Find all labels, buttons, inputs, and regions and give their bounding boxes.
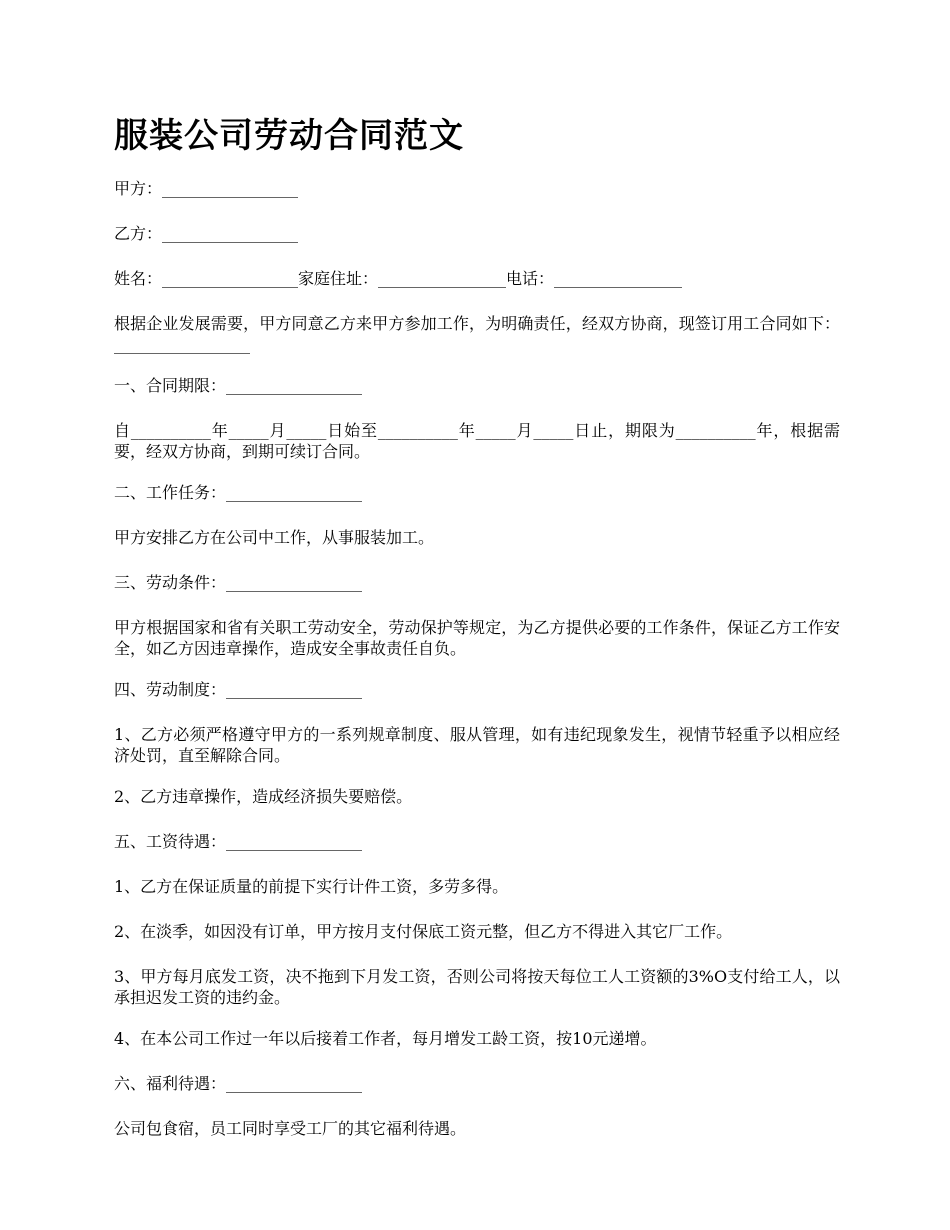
section-heading-benefits: 六、福利待遇：_________________ bbox=[114, 1074, 363, 1093]
section-heading-wages: 五、工资待遇：_________________ bbox=[114, 832, 363, 851]
section-heading-conditions: 三、劳动条件：_________________ bbox=[114, 573, 363, 592]
wages-item-3: 3、甲方每月底发工资，决不拖到下月发工资，否则公司将按天每位工人工资额的3%O支付给工人，以承担迟发工资的违约金。 bbox=[114, 967, 840, 1007]
wages-item-1: 1、乙方在保证质量的前提下实行计件工资，多劳多得。 bbox=[114, 877, 509, 896]
rules-item-2: 2、乙方违章操作，造成经济损失要赔偿。 bbox=[114, 787, 413, 806]
benefits-paragraph: 公司包食宿，员工同时享受工厂的其它福利待遇。 bbox=[114, 1119, 467, 1138]
wages-item-2: 2、在淡季，如因没有订单，甲方按月支付保底工资元整，但乙方不得进入其它厂工作。 bbox=[114, 922, 733, 941]
section-heading-tasks: 二、工作任务：_________________ bbox=[114, 483, 363, 502]
section-heading-rules: 四、劳动制度：_________________ bbox=[114, 680, 363, 699]
conditions-paragraph: 甲方根据国家和省有关职工劳动安全，劳动保护等规定，为乙方提供必要的工作条件，保证乙方工作安全，如乙方因违章操作，造成安全事故责任自负。 bbox=[114, 618, 840, 658]
document-page bbox=[114, 112, 840, 1163]
wages-item-4: 4、在本公司工作过一年以后接着工作者，每月增发工龄工资，按10元递增。 bbox=[114, 1029, 657, 1048]
document-title: 服装公司劳动合同范文 bbox=[114, 116, 464, 156]
party-a-line: 甲方：_________________ bbox=[114, 179, 299, 198]
section-heading-term: 一、合同期限：_________________ bbox=[114, 376, 363, 395]
personal-info-line: 姓名：_________________家庭住址：________________电话：________________ bbox=[114, 269, 683, 288]
party-b-line: 乙方：_________________ bbox=[114, 224, 299, 243]
intro-paragraph: 根据企业发展需要，甲方同意乙方来甲方参加工作，为明确责任，经双方协商，现签订用工合同如下：_________________ bbox=[114, 314, 840, 354]
rules-item-1: 1、乙方必须严格遵守甲方的一系列规章制度、服从管理，如有违纪现象发生，视情节轻重予以相应经济处罚，直至解除合同。 bbox=[114, 725, 840, 765]
term-paragraph: 自__________年_____月_____日始至__________年_____月_____日止，期限为__________年，根据需要，经双方协商，到期可续订合同。 bbox=[114, 421, 840, 461]
tasks-paragraph: 甲方安排乙方在公司中工作，从事服装加工。 bbox=[114, 528, 435, 547]
